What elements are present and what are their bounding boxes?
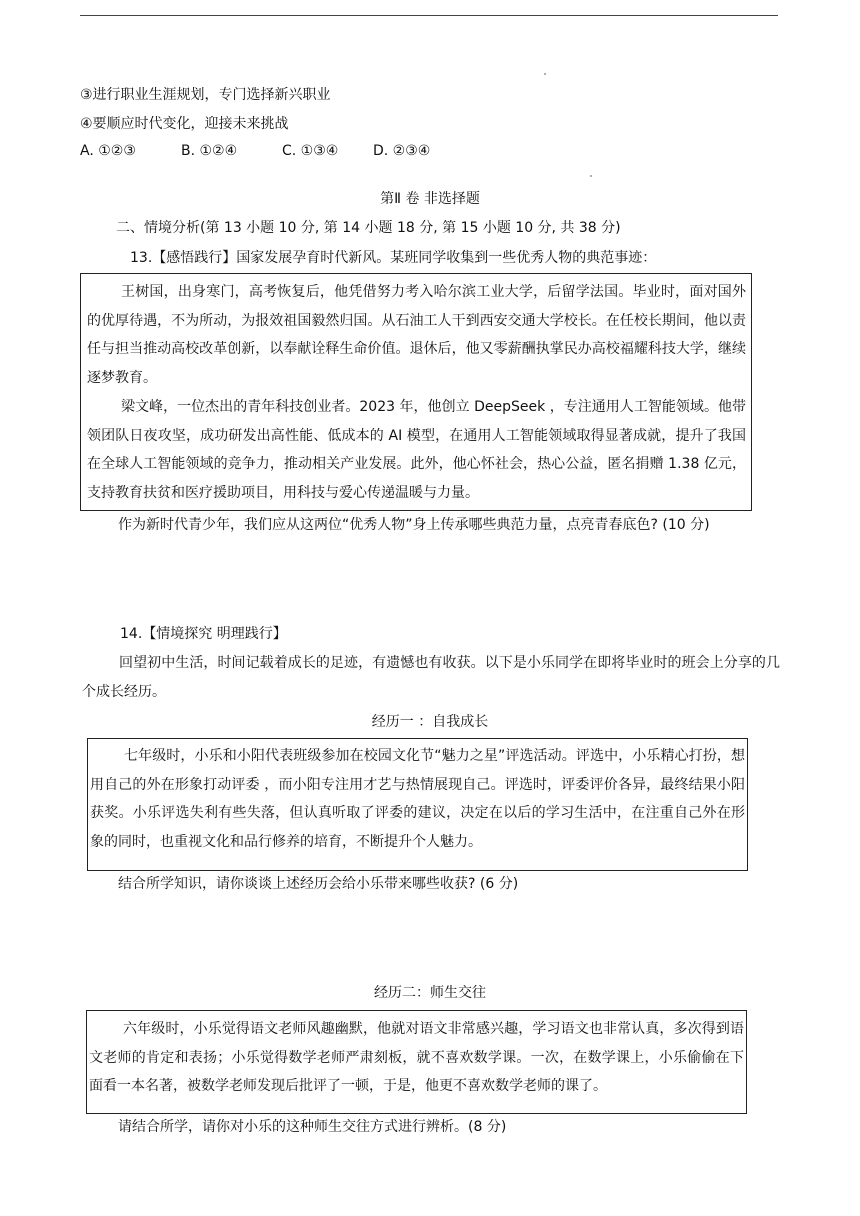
part-title: 第Ⅱ 卷 非选择题 — [380, 191, 480, 207]
choice-c: C. ①③④ — [282, 143, 339, 159]
experience-2-question: 请结合所学，请你对小乐的这种师生交往方式进行辨析。(8 分) — [118, 1119, 507, 1135]
choice-a: A. ①②③ — [80, 143, 136, 159]
case-paragraph-liang: 梁文峰，一位杰出的青年科技创业者。2023 年，他创立 DeepSeek ，专注通用人工智能领域。他带领团队日夜攻坚，成功研发出高性能、低成本的 AI 模型，在通用人工智能领域取得显著成就，提升了我国在全球人工智能领域的竞争力，推动相关产业发展。此外，他心怀社会，热心公益，匿名捐赠 1.38 亿元，支持教育扶贫和医疗援助项目，用科技与爱心传递温暖与力量。 — [87, 399, 746, 501]
option-4: ④要顺应时代变化，迎接未来挑战 — [80, 116, 289, 132]
q13-question: 作为新时代青少年，我们应从这两位“优秀人物”身上传承哪些典范力量，点亮青春底色? (10 分) — [118, 517, 710, 533]
header-rule — [80, 15, 778, 16]
scan-speck — [544, 73, 546, 75]
q13-heading: 13.【感悟践行】国家发展孕育时代新风。某班同学收集到一些优秀人物的典范事迹： — [130, 250, 657, 266]
experience-1-title: 经历一 ：自我成长 — [371, 714, 489, 730]
experience-1-question: 结合所学知识，请你谈谈上述经历会给小乐带来哪些收获? (6 分) — [118, 876, 519, 892]
experience-2-text: 六年级时，小乐觉得语文老师风趣幽默，他就对语文非常感兴趣，学习语文也非常认真，多次得到语文老师的肯定和表扬；小乐觉得数学老师严肃刻板，就不喜欢数学课。一次，在数学课上，小乐偷偷在下面看一本名著，被数学老师发现后批评了一顿，于是，他更不喜欢数学老师的课了。 — [89, 1021, 744, 1094]
experience-1-text: 七年级时，小乐和小阳代表班级参加在校园文化节“魅力之星”评选活动。评选中，小乐精心打扮，想用自己的外在形象打动评委 ，而小阳专注用才艺与热情展现自己。评选时，评委评价各异，最终结果小阳获奖。小乐评选失利有些失落，但认真听取了评委的建议，决定在以后的学习生活中，在注重自己外在形象的同时，也重视文化和品行修养的培育，不断提升个人魅力。 — [90, 748, 745, 850]
choice-d: D. ②③④ — [373, 143, 431, 159]
scan-speck — [590, 175, 592, 177]
experience-2-title: 经历二：师生交往 — [374, 985, 486, 1001]
q13-case-box — [80, 273, 752, 511]
section-heading: 二、情境分析(第 13 小题 10 分, 第 14 小题 18 分, 第 15 小题 10 分, 共 38 分) — [116, 220, 621, 236]
experience-2-box — [86, 1010, 747, 1114]
q14-intro: 回望初中生活，时间记载着成长的足迹，有遗憾也有收获。以下是小乐同学在即将毕业时的班会上分享的几个成长经历。 — [82, 655, 780, 700]
choice-b: B. ①②④ — [181, 143, 238, 159]
experience-1-box — [87, 738, 748, 871]
option-3: ③进行职业生涯规划，专门选择新兴职业 — [80, 87, 331, 103]
q14-heading: 14.【情境探究 明理践行】 — [120, 626, 287, 642]
case-paragraph-wang: 王树国，出身寒门，高考恢复后，他凭借努力考入哈尔滨工业大学，后留学法国。毕业时，面对国外的优厚待遇，不为所动，为报效祖国毅然归国。从石油工人干到西安交通大学校长。在任校长期间，他以责任与担当推动高校改革创新，以奉献诠释生命价值。退休后，他又零薪酬执掌民办高校福耀科技大学，继续逐梦教育。 — [87, 284, 746, 386]
